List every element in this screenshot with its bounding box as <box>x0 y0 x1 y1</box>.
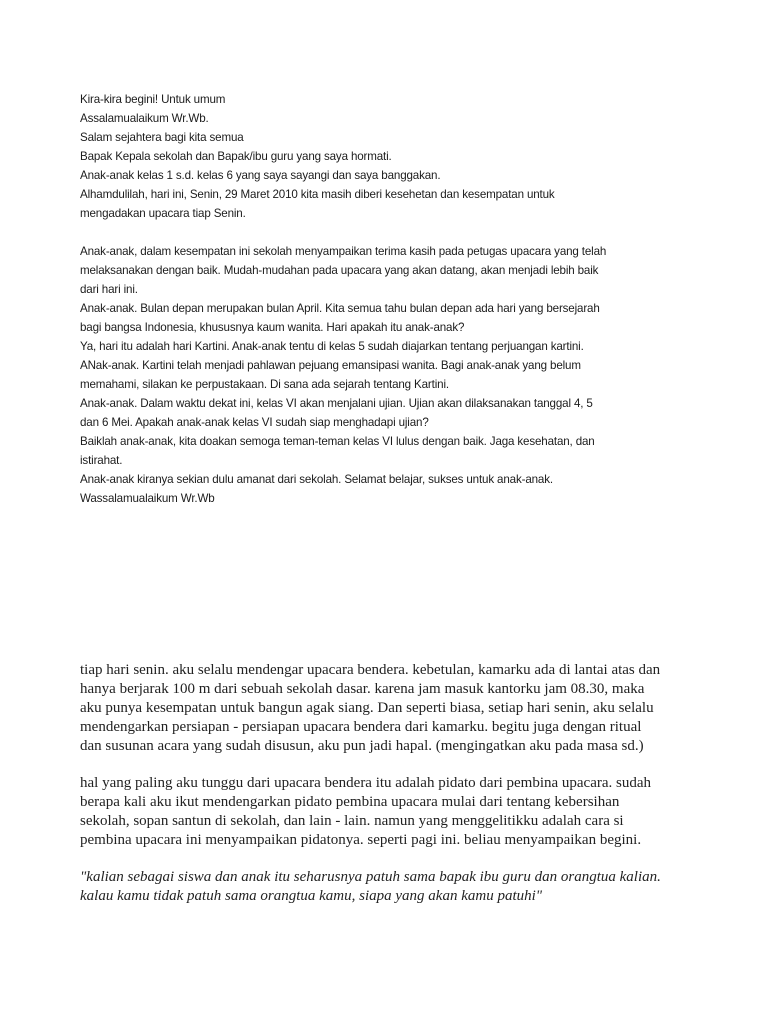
text-line: mengadakan upacara tiap Senin. <box>80 207 246 220</box>
text-line: aku punya kesempatan untuk bangun agak siang. Dan seperti biasa, setiap hari senin, aku selalu <box>80 700 654 716</box>
speech-text <box>80 90 606 508</box>
text-line: dan 6 Mei. Apakah anak-anak kelas VI sudah siap menghadapi ujian? <box>80 416 429 429</box>
text-line: sekolah, sopan santun di sekolah, dan lain - lain. namun yang menggelitikku adalah cara si <box>80 813 624 829</box>
text-line: Kira-kira begini! Untuk umum <box>80 93 226 106</box>
text-line: Anak-anak. Dalam waktu dekat ini, kelas VI akan menjalani ujian. Ujian akan dilaksanakan tanggal 4, 5 <box>80 397 593 410</box>
text-line: tiap hari senin. aku selalu mendengar upacara bendera. kebetulan, kamarku ada di lantai atas dan <box>80 662 661 678</box>
text-line: hal yang paling aku tunggu dari upacara bendera itu adalah pidato dari pembina upacara. sudah <box>80 775 652 791</box>
text-line: mendengarkan persiapan - persiapan upacara bendera dari kamarku. begitu juga dengan ritual <box>80 719 642 735</box>
text-line: dari hari ini. <box>80 283 138 296</box>
text-line: ANak-anak. Kartini telah menjadi pahlawan pejuang emansipasi wanita. Bagi anak-anak yang belum <box>80 359 581 372</box>
body-block <box>80 242 606 508</box>
text-line: Bapak Kepala sekolah dan Bapak/ibu guru yang saya hormati. <box>80 150 392 163</box>
text-line: Salam sejahtera bagi kita semua <box>80 131 244 144</box>
text-line: istirahat. <box>80 454 123 467</box>
text-line: memahami, silakan ke perpustakaan. Di sana ada sejarah tentang Kartini. <box>80 378 449 391</box>
text-line: Ya, hari itu adalah hari Kartini. Anak-anak tentu di kelas 5 sudah diajarkan tentang perjuangan kartini. <box>80 340 584 353</box>
blog-text <box>80 661 661 924</box>
text-line: Wassalamualaikum Wr.Wb <box>80 492 215 505</box>
quote <box>80 868 661 906</box>
paragraph <box>80 661 661 756</box>
greeting-block <box>80 90 606 223</box>
text-line: Anak-anak, dalam kesempatan ini sekolah menyampaikan terima kasih pada petugas upacara yang telah <box>80 245 607 258</box>
text-line: Assalamualaikum Wr.Wb. <box>80 112 209 125</box>
text-line: Baiklah anak-anak, kita doakan semoga teman-teman kelas VI lulus dengan baik. Jaga kesehatan, dan <box>80 435 595 448</box>
text-line: Anak-anak kelas 1 s.d. kelas 6 yang saya sayangi dan saya banggakan. <box>80 169 441 182</box>
text-line: Anak-anak. Bulan depan merupakan bulan April. Kita semua tahu bulan depan ada hari yang bersejarah <box>80 302 600 315</box>
text-line: Alhamdulilah, hari ini, Senin, 29 Maret 2010 kita masih diberi kesehetan dan kesempatan untuk <box>80 188 555 201</box>
text-line: bagi bangsa Indonesia, khususnya kaum wanita. Hari apakah itu anak-anak? <box>80 321 465 334</box>
text-line: Anak-anak kiranya sekian dulu amanat dari sekolah. Selamat belajar, sukses untuk anak-anak. <box>80 473 553 486</box>
text-line: kalau kamu tidak patuh sama orangtua kamu, siapa yang akan kamu patuhi" <box>80 888 543 904</box>
text-line: hanya berjarak 100 m dari sebuah sekolah dasar. karena jam masuk kantorku jam 08.30, maka <box>80 681 645 697</box>
text-line: dan susunan acara yang sudah disusun, aku pun jadi hapal. (mengingatkan aku pada masa sd.) <box>80 738 644 754</box>
text-line: melaksanakan dengan baik. Mudah-mudahan pada upacara yang akan datang, akan menjadi lebih baik <box>80 264 599 277</box>
paragraph <box>80 774 661 850</box>
text-line: "kalian sebagai siswa dan anak itu seharusnya patuh sama bapak ibu guru dan orangtua kalian. <box>80 869 661 885</box>
text-line: berapa kali aku ikut mendengarkan pidato pembina upacara mulai dari tentang kebersihan <box>80 794 620 810</box>
text-line: pembina upacara ini menyampaikan pidatonya. seperti pagi ini. beliau menyampaikan begini. <box>80 832 642 848</box>
